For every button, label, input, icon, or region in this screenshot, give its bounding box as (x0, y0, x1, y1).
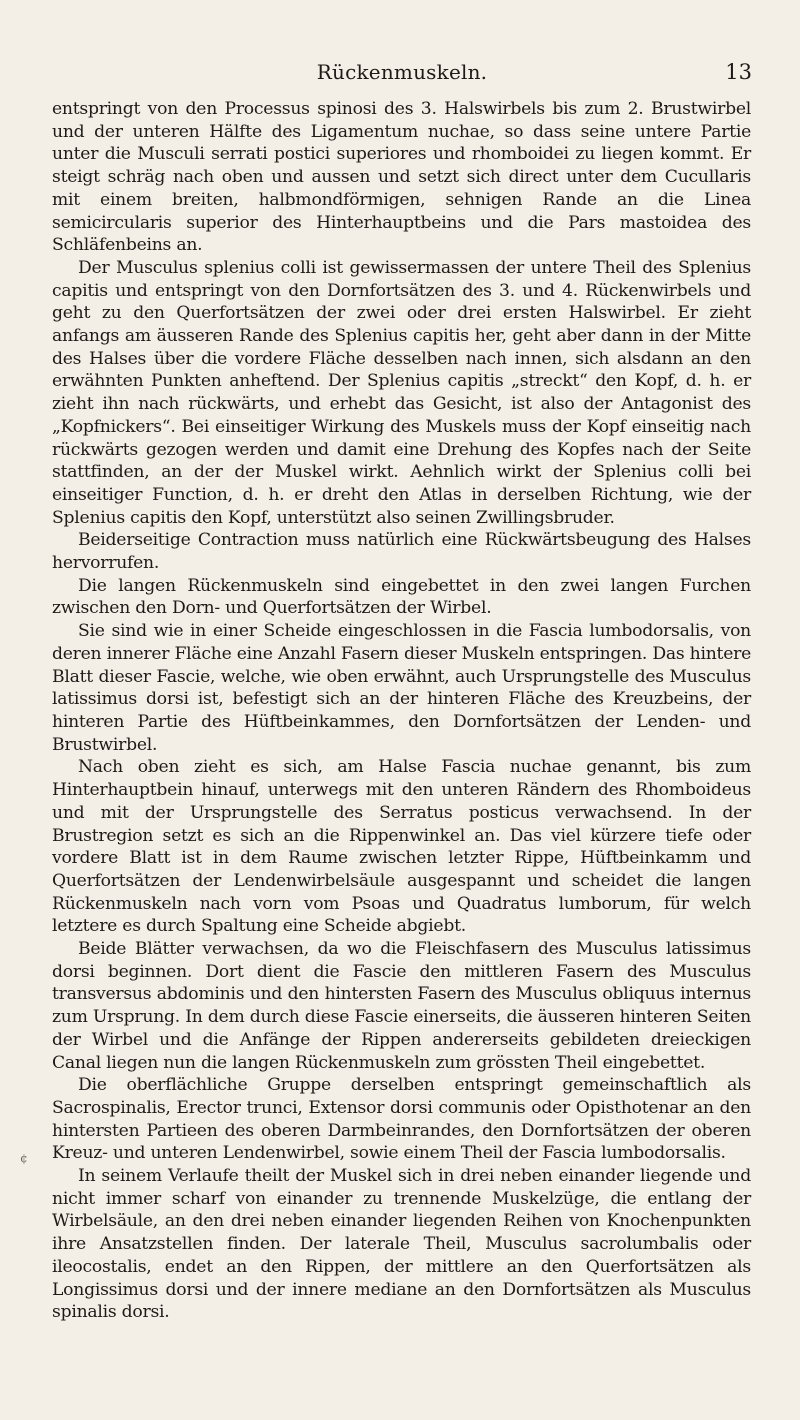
paragraph-8: Die oberflächliche Gruppe derselben entspringt gemeinschaftlich als Sacrospinalis, Erector trunci, Extensor dorsi communis oder Opisthotenar an den hintersten Partieen des oberen Darmbeinrandes, den Dornfortsätzen der oberen Kreuz- und unteren Lendenwirbel, sowie einem Theil der Fascia lumbodorsalis. (52, 1075, 751, 1164)
paragraph-7: Beide Blätter verwachsen, da wo die Fleischfasern des Musculus latissimus dorsi beginnen. Dort dient die Fascie den mittleren Fasern des Musculus transversus abdominis und den hintersten Fasern des Musculus obliquus internus zum Ursprung. In dem durch diese Fascie einerseits, die äusseren hinteren Seiten der Wirbel und die Anfänge der Rippen andererseits gebildeten dreieckigen Canal liegen nun die langen Rückenmuskeln zum grössten Theil eingebettet. (52, 939, 751, 1073)
paragraph-4: Die langen Rückenmuskeln sind eingebettet in den zwei langen Furchen zwischen den Dorn- und Querfortsätzen der Wirbel. (52, 575, 751, 619)
paragraph-3: Beiderseitige Contraction muss natürlich eine Rückwärtsbeugung des Halses hervorrufen. (52, 530, 751, 574)
paragraph-9: In seinem Verlaufe theilt der Muskel sich in drei neben einander liegende und nicht immer scharf von einander zu trennende Muskelzüge, die entlang der Wirbelsäule, an den drei neben einander liegenden Reihen von Knochenpunkten ihre Ansatzstellen finden. Der laterale Theil, Musculus sacrolumbalis oder ileocostalis, endet an den Rippen, der mittlere an den Querfortsätzen als Longissimus dorsi und der innere mediane an den Dornfortsätzen als Musculus spinalis dorsi. (52, 1166, 751, 1323)
paragraph-1: entspringt von den Processus spinosi des 3. Halswirbels bis zum 2. Brustwirbel und der unteren Hälfte des Ligamentum nuchae, so dass seine untere Partie unter die Musculi serrati postici superiores und rhomboidei zu liegen kommt. Er steigt schräg nach oben und aussen und setzt sich direct unter dem Cucullaris mit einem breiten, halbmondförmigen, sehnigen Rande an die Linea semicircularis superior des Hinterhauptbeins und die Pars mastoidea des Schläfenbeins an. (52, 99, 751, 256)
running-title: Rückenmuskeln. (316, 60, 488, 84)
page-number: 13 (725, 60, 752, 84)
paragraph-5: Sie sind wie in einer Scheide eingeschlossen in die Fascia lumbodorsalis, von deren innerer Fläche eine Anzahl Fasern dieser Muskeln entspringen. Das hintere Blatt dieser Fascie, welche, wie oben erwähnt, auch Ursprungstelle des Musculus latissimus dorsi ist, befestigt sich an der hinteren Fläche des Kreuzbeins, der hinteren Partie des Hüftbeinkammes, den Dornfortsätzen der Lenden- und Brustwirbel. (52, 621, 751, 755)
paragraph-6: Nach oben zieht es sich, am Halse Fascia nuchae genannt, bis zum Hinterhauptbein hinauf, unterwegs mit den unteren Rändern des Rhomboideus und mit der Ursprungstelle des Serratus posticus verwachsend. In der Brustregion setzt es sich an die Rippenwinkel an. Das viel kürzere tiefe oder vordere Blatt ist in dem Raume zwischen letzter Rippe, Hüftbeinkamm und Querfortsätzen der Lendenwirbelsäule ausgespannt und scheidet die langen Rückenmuskeln nach vorn vom Psoas und Quadratus lumborum, für welch letztere es durch Spaltung eine Scheide abgiebt. (52, 757, 751, 937)
body-text (52, 98, 751, 1324)
paragraph-2: Der Musculus splenius colli ist gewissermassen der untere Theil des Splenius capitis und entspringt von den Dornfortsätzen des 3. und 4. Rückenwirbels und geht zu den Querfortsätzen der zwei oder drei ersten Halswirbel. Er zieht anfangs am äusseren Rande des Splenius capitis her, geht aber dann in der Mitte des Halses über die vordere Fläche desselben nach innen, sich alsdann an den erwähnten Punkten anheftend. Der Splenius capitis „streckt“ den Kopf, d. h. er zieht ihn nach rückwärts, und erhebt das Gesicht, ist also der Antagonist des „Kopfnickers“. Bei einseitiger Wirkung des Muskels muss der Kopf einseitig nach rückwärts gezogen werden und damit eine Drehung des Kopfes nach der Seite stattfinden, an der der Muskel wirkt. Aehnlich wirkt der Splenius colli bei einseitiger Function, d. h. er dreht den Atlas in derselben Richtung, wie der Splenius capitis den Kopf, unterstützt also seinen Zwillingsbruder. (52, 257, 751, 528)
margin-mark: ¢ (20, 1151, 28, 1165)
page-header (52, 60, 752, 90)
